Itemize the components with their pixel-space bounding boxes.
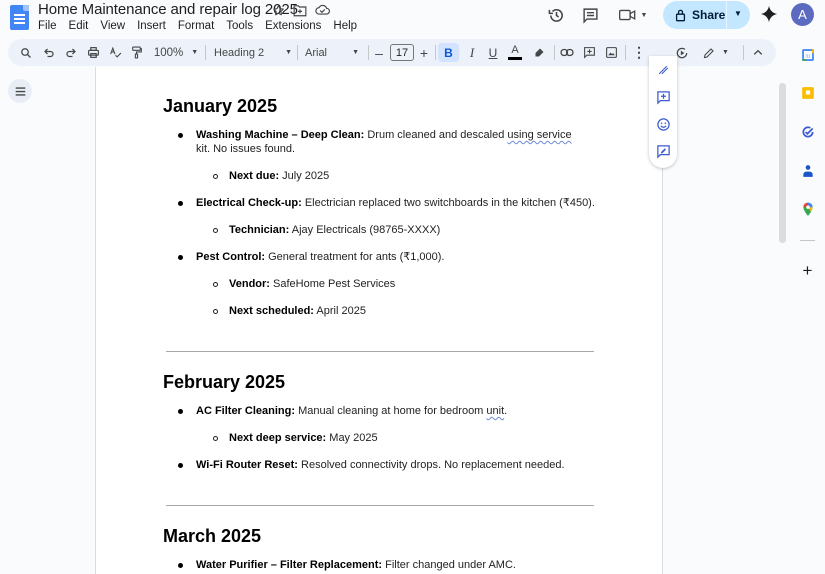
heading-march: March 2025 [163,526,262,546]
bullet-icon [178,409,183,414]
sub-list-item: Next deep service: May 2025 [229,432,378,444]
keep-icon[interactable] [800,85,815,100]
outline-list-icon [15,87,26,96]
calendar-icon[interactable] [800,47,815,62]
chevron-down-icon: ▼ [191,49,199,56]
chevron-down-icon: ▼ [722,49,729,56]
spelling-suggestion[interactable]: using service [507,129,572,141]
add-emoji-reaction-icon[interactable] [654,115,672,133]
search-menus-icon[interactable] [17,43,35,62]
cloud-saved-icon[interactable] [314,2,330,18]
star-icon[interactable] [270,2,286,18]
add-comment-icon[interactable] [580,43,598,62]
chevron-down-icon: ▼ [640,11,648,19]
menu-insert[interactable]: Insert [137,20,166,32]
menu-format[interactable]: Format [177,20,215,32]
sub-bullet-icon [213,174,218,179]
share-button[interactable] [663,1,750,29]
increase-font-size-button[interactable]: + [419,44,429,61]
sub-list-item: Next due: July 2025 [229,170,330,182]
decrease-font-size-button[interactable]: – [375,44,383,61]
pencil-icon [703,47,715,59]
divider [800,240,815,241]
menu-view[interactable]: View [100,20,126,32]
bullet-icon [178,133,183,138]
print-icon[interactable] [84,43,102,62]
version-history-icon[interactable] [545,4,567,26]
chevron-down-icon: ▼ [285,49,292,56]
menu-help[interactable]: Help [333,20,358,32]
bold-button[interactable]: B [438,43,459,62]
horizontal-rule [166,351,594,352]
horizontal-rule [166,505,594,506]
side-panel [790,38,825,574]
document-title[interactable]: Home Maintenance and repair log 2025 [38,1,298,18]
account-avatar[interactable]: A [791,3,814,26]
paragraph-style-select[interactable]: Heading 2 ▼ [214,46,292,59]
menu-edit[interactable]: Edit [68,20,89,32]
highlight-color-icon[interactable] [530,43,548,62]
share-dropdown-icon[interactable]: ▼ [734,9,742,18]
text-color-button[interactable]: A [507,43,523,62]
edit-suggest-icon[interactable] [654,60,672,78]
docs-logo-icon[interactable] [10,5,29,30]
move-folder-icon[interactable] [292,2,308,18]
zoom-select[interactable]: 100% ▼ [153,46,199,59]
gemini-icon[interactable] [760,5,778,23]
bullet-icon [178,201,183,206]
maps-icon[interactable] [800,202,815,217]
more-options-icon[interactable]: ⋮ [632,44,646,60]
hide-menus-chevron-up-icon[interactable] [750,43,766,62]
bullet-icon [178,463,183,468]
sub-bullet-icon [213,309,218,314]
italic-button[interactable]: I [469,44,475,60]
font-family-select[interactable]: Arial ▼ [305,46,359,59]
menu-file[interactable]: File [38,20,57,32]
paint-format-icon[interactable] [128,43,146,62]
insert-link-icon[interactable] [558,43,576,62]
underline-button[interactable]: U [488,45,498,60]
list-item: Washing Machine – Deep Clean: Drum cleaned and descaled using service kit. No issues found. [196,129,572,155]
sub-bullet-icon [213,228,218,233]
sub-list-item: Technician: Ajay Electricals (98765-XXXX) [229,224,441,236]
share-label: Share [692,8,726,22]
floating-actions-bar [649,56,677,168]
font-size-input[interactable]: 17 [390,44,414,61]
spellcheck-icon[interactable] [106,43,124,62]
sub-list-item: Next scheduled: April 2025 [229,305,366,317]
suggest-edits-icon[interactable] [654,142,672,160]
menu-bar [32,19,363,34]
add-comment-icon[interactable] [654,88,672,106]
vertical-scrollbar[interactable] [779,83,786,243]
sub-bullet-icon [213,436,218,441]
list-item: Electrical Check-up: Electrician replaced two switchboards in the kitchen (₹450). [196,197,595,209]
document-page[interactable] [95,67,663,574]
list-item: AC Filter Cleaning: Manual cleaning at home for bedroom unit. [196,405,508,417]
bullet-icon [178,255,183,260]
add-addon-plus-icon[interactable]: + [802,260,813,280]
meet-button[interactable] [618,4,648,26]
list-item: Water Purifier – Filter Replacement: Filter changed under AMC. [196,559,516,571]
list-item: Wi-Fi Router Reset: Resolved connectivity drops. No replacement needed. [196,459,565,471]
tasks-icon[interactable] [800,124,815,139]
heading-february: February 2025 [163,372,286,392]
svg-text:31: 31 [804,52,811,58]
spelling-suggestion[interactable]: unit [486,405,505,417]
undo-icon[interactable] [40,43,58,62]
contacts-icon[interactable] [800,163,815,178]
editing-mode-select[interactable] [700,43,732,62]
comments-icon[interactable] [579,4,601,26]
menu-extensions[interactable]: Extensions [265,20,322,32]
heading-january: January 2025 [163,96,278,116]
sub-list-item: Vendor: SafeHome Pest Services [229,278,396,290]
redo-icon[interactable] [62,43,80,62]
bullet-icon [178,563,183,568]
menu-tools[interactable]: Tools [226,20,254,32]
insert-image-icon[interactable] [602,43,620,62]
lock-icon [675,9,686,22]
sub-bullet-icon [213,282,218,287]
title-bar [0,0,825,38]
document-outline-button[interactable] [8,79,32,103]
chevron-down-icon: ▼ [352,49,359,56]
list-item: Pest Control: General treatment for ants (₹1,000). [196,251,445,263]
